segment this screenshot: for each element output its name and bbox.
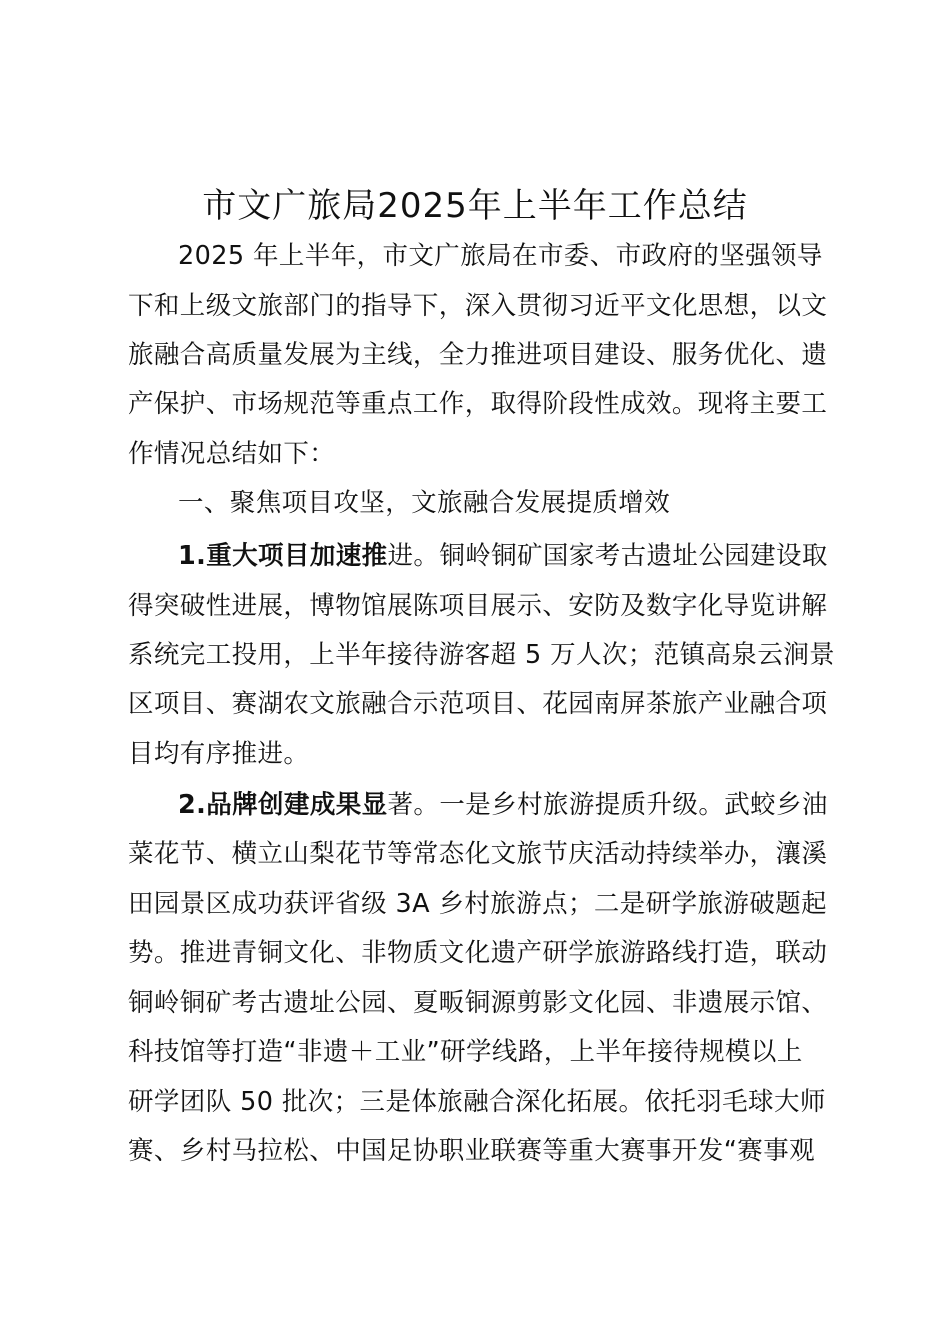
- item2-first-line: [178, 787, 828, 823]
- item1-line-3: 系统完工投用，上半年接待游客超 5 万人次；范镇高泉云涧景: [128, 640, 836, 670]
- document-title: 市文广旅局2025年上半年工作总结: [202, 186, 748, 226]
- intro-line-3: 旅融合高质量发展为主线，全力推进项目建设、服务优化、遗: [128, 340, 828, 370]
- item2-line-4: 势。推进青铜文化、非物质文化遗产研学旅游路线打造，联动: [128, 938, 828, 968]
- item1-first-line: [178, 538, 828, 574]
- item2-heading: 2.品牌创建成果显: [178, 790, 388, 820]
- item2-heading-rest: 著。一是乡村旅游提质升级。武蛟乡油: [387, 790, 828, 820]
- item1-heading-rest: 进。铜岭铜矿国家考古遗址公园建设取: [387, 541, 828, 571]
- section-heading: 一、聚焦项目攻坚，文旅融合发展提质增效: [178, 488, 671, 518]
- item2-line-5: 铜岭铜矿考古遗址公园、夏畈铜源剪影文化园、非遗展示馆、: [128, 988, 828, 1018]
- item1-heading: 1.重大项目加速推: [178, 541, 388, 571]
- item2-line-6: 科技馆等打造“非遗＋工业”研学线路，上半年接待规模以上: [128, 1037, 803, 1067]
- intro-line-5: 作情况总结如下：: [128, 439, 336, 469]
- item1-line-5: 目均有序推进。: [128, 739, 310, 769]
- item2-line-7: 研学团队 50 批次；三是体旅融合深化拓展。依托羽毛球大师: [128, 1087, 826, 1117]
- intro-line-2: 下和上级文旅部门的指导下，深入贯彻习近平文化思想，以文: [128, 291, 828, 321]
- item1-line-4: 区项目、赛湖农文旅融合示范项目、花园南屏茶旅产业融合项: [128, 689, 828, 719]
- item2-line-3: 田园景区成功获评省级 3A 乡村旅游点；二是研学旅游破题起: [128, 889, 827, 919]
- item2-line-8: 赛、乡村马拉松、中国足协职业联赛等重大赛事开发“赛事观: [128, 1136, 816, 1166]
- intro-line-4: 产保护、市场规范等重点工作，取得阶段性成效。现将主要工: [128, 389, 828, 419]
- intro-line-1: 2025 年上半年，市文广旅局在市委、市政府的坚强领导: [178, 241, 823, 271]
- item1-line-2: 得突破性进展，博物馆展陈项目展示、安防及数字化导览讲解: [128, 591, 828, 621]
- item2-line-2: 菜花节、横立山梨花节等常态化文旅节庆活动持续举办，瀼溪: [128, 839, 828, 869]
